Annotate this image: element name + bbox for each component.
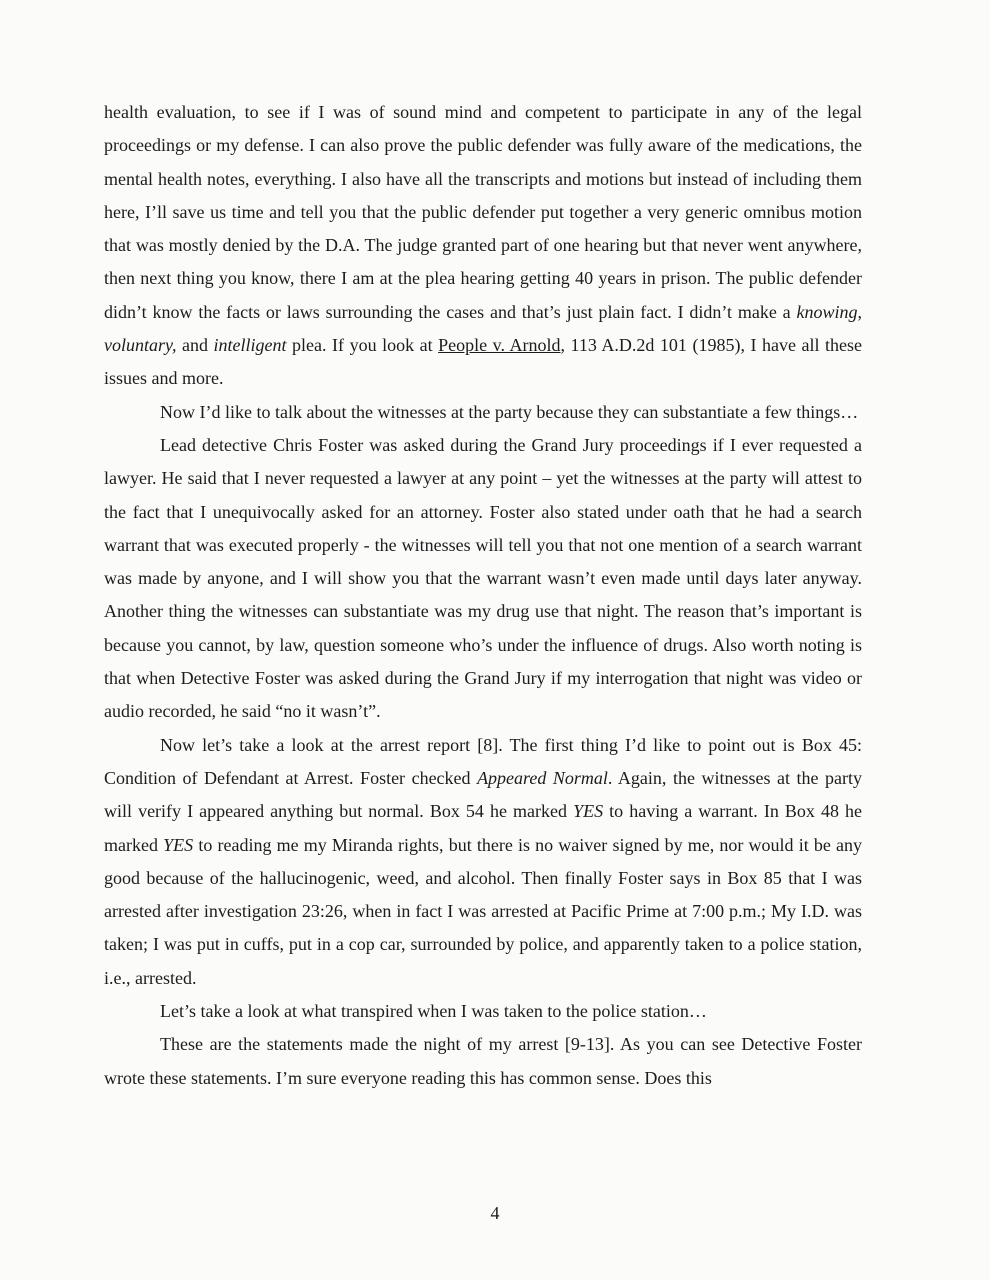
page-number: 4 xyxy=(490,1203,500,1223)
text-run: to having a warrant. In Box 48 he marked xyxy=(104,801,863,855)
emphasis-text: Appeared Normal xyxy=(477,767,608,788)
text-run: and xyxy=(176,335,214,356)
text-run: , 113 A.D.2d 101 (1985), I have all these issues and more. xyxy=(104,335,862,389)
text-run: , xyxy=(857,301,862,322)
paragraph-p5 xyxy=(104,995,862,1028)
paragraph-p3 xyxy=(104,429,862,729)
emphasis-text: voluntary, xyxy=(104,335,177,356)
text-run: Lead detective Chris Foster was asked during the Grand Jury proceedings if I ever requested a lawyer. He said that I never requested a lawyer at any point – yet the witnesses at the party will attest to the fact that I unequivocally asked for an attorney. Foster also stated under oath that he had a search warrant that was executed properly - the witnesses will tell you that not one mention of a search warrant was made by anyone, and I will show you that the warrant wasn’t even made until days later anyway. Another thing the witnesses can substantiate was my drug use that night. The reason that’s important is because you cannot, by law, question someone who’s under the influence of drugs. Also worth noting is that when Detective Foster was asked during the Grand Jury if my interrogation that night was video or audio recorded, he said “no it wasn’t”. xyxy=(104,434,862,722)
case-citation: People v. Arnold xyxy=(438,335,561,356)
emphasis-text: knowing xyxy=(796,301,858,322)
paragraph-p6 xyxy=(104,1028,862,1095)
text-run: Now let’s take a look at the arrest report [8]. The first thing I’d like to point out is Box 45: Condition of Defendant at Arrest. Foster checked xyxy=(104,734,862,788)
body-text xyxy=(104,96,862,1095)
paragraph-p4 xyxy=(104,729,862,995)
text-run: These are the statements made the night of my arrest [9-13]. As you can see Detective Foster wrote these statements. I’m sure everyone reading this has common sense. Does this xyxy=(104,1034,862,1088)
text-run: Let’s take a look at what transpired when I was taken to the police station… xyxy=(160,1001,707,1022)
text-run: to reading me my Miranda rights, but there is no waiver signed by me, nor would it be any good because of the hallucinogenic, weed, and alcohol. Then finally Foster says in Box 85 that I was arrested after investigation 23:26, when in fact I was arrested at Pacific Prime at 7:00 p.m.; My I.D. was taken; I was put in cuffs, put in a cop car, surrounded by police, and apparently taken to a police station, i.e., arrested. xyxy=(104,834,862,988)
emphasis-text: YES xyxy=(163,834,194,855)
paragraph-p1 xyxy=(104,96,862,396)
emphasis-text: intelligent xyxy=(213,335,287,356)
text-run: Now I’d like to talk about the witnesses at the party because they can substantiate a few things… xyxy=(160,401,859,422)
emphasis-text: YES xyxy=(573,801,604,822)
text-run: health evaluation, to see if I was of sound mind and competent to participate in any of the legal proceedings or my defense. I can also prove the public defender was fully aware of the medications, the mental health notes, everything. I also have all the transcripts and motions but instead of including them here, I’ll save us time and tell you that the public defender put together a very generic omnibus motion that was mostly denied by the D.A. The judge granted part of one hearing but that never went anywhere, then next thing you know, there I am at the plea hearing getting 40 years in prison. The public defender didn’t know the facts or laws surrounding the cases and that’s just plain fact. I didn’t make a xyxy=(104,102,862,322)
text-run: plea. If you look at xyxy=(286,335,439,356)
text-run: . Again, the witnesses at the party will verify I appeared anything but normal. Box 54 he marked xyxy=(104,767,862,822)
paragraph-p2 xyxy=(104,396,862,429)
